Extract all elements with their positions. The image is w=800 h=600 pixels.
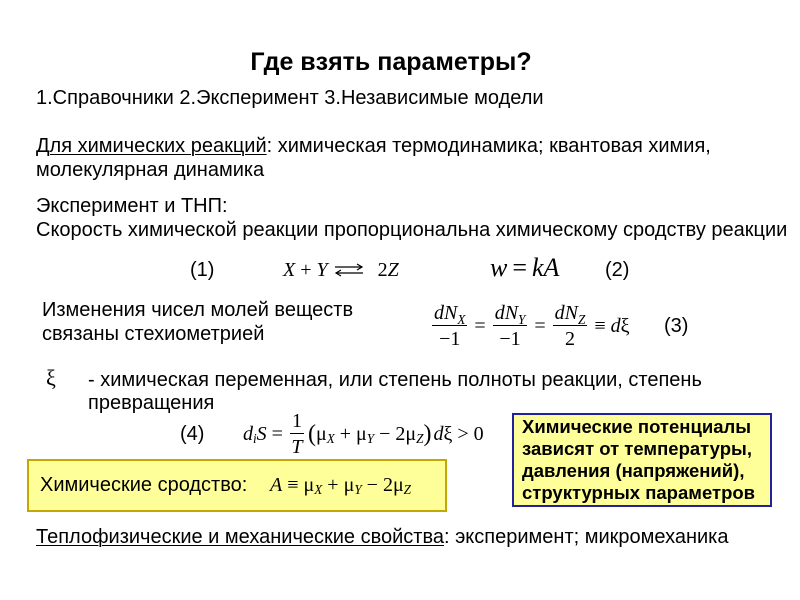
note-line: давления (напряжений), (522, 460, 745, 481)
open-parenthesis: ( (307, 420, 316, 447)
chemical-reactions-line2: молекулярная динамика (36, 159, 265, 181)
fraction-z (553, 302, 588, 350)
fraction-denominator: −1 (439, 328, 461, 350)
stoichiometry-equation (430, 298, 630, 354)
fraction-numerator (493, 302, 528, 326)
fraction-numerator (553, 302, 588, 326)
numerator-dn: dN (554, 302, 578, 324)
product-coefficient: 2 (377, 258, 388, 281)
stoichiometry-line1: Изменения чисел молей веществ (42, 299, 354, 321)
fraction-x (432, 302, 467, 350)
plus-sign: + (327, 473, 339, 496)
reaction-equation (283, 256, 399, 284)
note-line: зависят от температуры, (522, 438, 752, 459)
experiment-heading: Эксперимент и ТНП: (36, 195, 228, 217)
numerator-dn: dN (434, 302, 458, 324)
affinity-symbol: A (270, 473, 283, 496)
mu-symbol: μ (315, 422, 327, 445)
rate-symbol: w (490, 253, 508, 282)
mu-symbol: μ (392, 473, 404, 496)
identity-sign: ≡ (594, 314, 606, 337)
mu-subscript: Z (416, 431, 424, 447)
numerator-subscript: Z (578, 312, 586, 328)
d-subscript: i (253, 431, 257, 447)
mu-symbol: μ (356, 422, 367, 445)
xi-symbol: ξ (46, 365, 56, 390)
close-parenthesis: ) (423, 420, 432, 447)
slide-title: Где взять параметры? (250, 48, 532, 76)
coefficient: 2 (382, 473, 393, 496)
numerator-subscript: Y (518, 312, 526, 328)
experiment-statement: Скорость химической реакции пропорциональна химическому сродству реакции (36, 219, 788, 241)
minus-sign: − (379, 422, 391, 445)
fraction-denominator: 2 (565, 328, 575, 350)
mu-subscript: Y (366, 431, 375, 447)
equation-2-number: (2) (605, 259, 630, 281)
reversible-arrow-icon (334, 263, 364, 277)
inequality: > 0 (457, 422, 484, 445)
mu-subscript: Y (354, 482, 362, 498)
extent-definition-line2: превращения (88, 392, 215, 414)
thermo-properties-line (36, 525, 729, 549)
inverse-temperature-fraction (290, 410, 304, 458)
numerator-dn: dN (494, 302, 519, 324)
entropy-symbol: S (256, 422, 267, 445)
xi-symbol: ξ (620, 314, 630, 337)
mu-symbol: μ (405, 422, 417, 445)
plus-sign: + (300, 258, 312, 281)
reactant-x: X (283, 258, 296, 281)
mu-subscript: Z (403, 482, 412, 498)
entropy-production-equation (243, 406, 484, 462)
thermo-properties-text: : эксперимент; микромеханика (443, 526, 729, 548)
mu-symbol: μ (303, 473, 315, 496)
rate-rhs: kA (532, 253, 560, 282)
stoichiometry-line2: связаны стехиометрией (42, 323, 265, 345)
differential-d: d (243, 422, 253, 445)
mu-symbol: μ (343, 473, 355, 496)
identity-sign: ≡ (287, 473, 299, 496)
fraction-denominator: −1 (499, 328, 521, 350)
xi-symbol: ξ (443, 422, 453, 445)
mu-subscript: X (326, 431, 335, 447)
plus-sign: + (339, 422, 352, 445)
differential-d: d (610, 314, 621, 337)
potentials-note-box (512, 413, 772, 507)
minus-sign: − (366, 473, 378, 496)
extent-definition-line1: - химическая переменная, или степень полноты реакции, степень (88, 369, 702, 391)
chemical-reactions-label: Для химических реакций (36, 135, 267, 157)
product-z: Z (387, 258, 399, 281)
chemical-reactions-text: : химическая термодинамика; квантовая химия, (266, 135, 711, 157)
equation-1-number: (1) (190, 259, 215, 281)
equation-3-number: (3) (664, 315, 689, 337)
reactant-y: Y (316, 258, 328, 281)
note-line: Химические потенциалы (522, 416, 752, 437)
fraction-numerator (432, 302, 467, 326)
fraction-numerator: 1 (291, 410, 302, 432)
coefficient: 2 (395, 422, 406, 445)
fraction-denominator: T (291, 436, 303, 458)
note-line: структурных параметров (522, 482, 756, 503)
fraction-y (493, 302, 528, 350)
equals-sign: = (474, 314, 486, 337)
parameter-sources: 1.Справочники 2.Эксперимент 3.Независимые модели (36, 87, 544, 109)
affinity-label: Химические сродство: (40, 474, 248, 496)
numerator-subscript: X (457, 312, 466, 328)
thermo-properties-label: Теплофизические и механические свойства (36, 526, 444, 548)
affinity-formula (270, 470, 411, 500)
rate-equation (490, 252, 559, 284)
equals-sign: = (271, 422, 283, 445)
affinity-box (27, 459, 447, 512)
differential-d: d (433, 422, 444, 445)
mu-subscript: X (314, 482, 323, 498)
chemical-reactions-line (36, 134, 711, 158)
equals-sign: = (534, 314, 546, 337)
equals-sign: = (512, 253, 528, 282)
equation-4-number: (4) (180, 423, 205, 445)
